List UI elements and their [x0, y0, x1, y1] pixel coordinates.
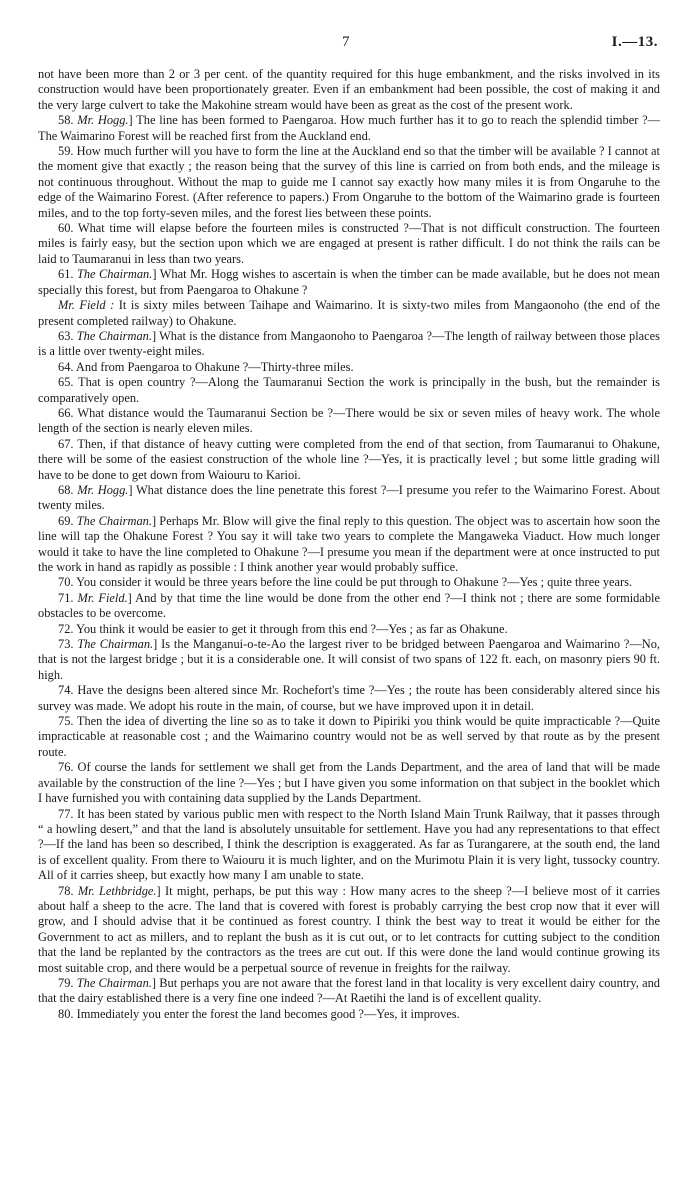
question-number: 64. [58, 359, 74, 374]
question-number: 60. [58, 221, 74, 236]
speaker-name: Mr. Lethbridge. [77, 883, 157, 898]
paragraph-text: Then the idea of diverting the line so as to take it down to Pipiriki you think would be quite impracticable ?—Quite impracticable at reasonable cost ; and the Waimarino country would not be as well served by that route as by the present route. [38, 714, 660, 759]
question-number: 79. [58, 975, 74, 990]
paragraph-text: Have the designs been altered since Mr. Rochefort's time ?—Yes ; the route has been considerably altered since his survey was made. We adopt his route in the main, of course, but we have improved upon it in detail. [38, 683, 660, 713]
question-number: 74. [58, 683, 74, 698]
paragraph-text: ] What distance does the line penetrate this forest ?—I presume you refer to the Waimarino Forest. About twenty miles. [38, 482, 660, 513]
paragraph-text: ] Perhaps Mr. Blow will give the final reply to this question. The object was to ascertain how soon the line will tap the Ohakune Forest ? You say it will take two years to complete the Mangaweka Viaduct. How much longer would it take to have the line completed to Ohakune ?—I presume you mean if the department were at once instructed to put the work in hand as rapidly as possible : I think another year would probably suffice. [38, 513, 660, 574]
paragraph [38, 329, 660, 360]
speaker-name: The Chairman. [76, 267, 153, 282]
paragraph [38, 760, 660, 806]
question-number: 76. [58, 760, 74, 775]
paragraph-text: What distance would the Taumaranui Section be ?—There would be six or seven miles of heavy work. The whole length of the section is nearly eleven miles. [38, 405, 660, 436]
question-number: 58. [58, 113, 74, 128]
question-number: 73. [58, 637, 74, 652]
paragraph [38, 637, 660, 683]
paragraph [38, 360, 660, 375]
paragraph-text: And from Paengaroa to Ohakune ?—Thirty-three miles. [75, 359, 354, 374]
paragraph [38, 1007, 660, 1022]
paragraph-text: That is open country ?—Along the Taumaranui Section the work is principally in the bush, but the remainder is comparatively open. [38, 375, 660, 405]
paragraph [38, 714, 660, 760]
question-number: 65. [58, 375, 74, 390]
paragraph-text: ] The line has been formed to Paengaroa. How much further has it to go to reach the splendid timber ?—The Waimarino Forest will be reached first from the Auckland end. [38, 113, 660, 143]
speaker-name: The Chairman. [76, 975, 152, 990]
paragraph-text: Then, if that distance of heavy cutting were completed from the end of that section, from Taumaranui to Ohakune, there will be some of the easiest construction of the whole line ?—Yes, it is practically level ; but some little grading will have to be done to get down from Waiouru to Karioi. [38, 436, 660, 482]
paragraph-text: It has been stated by various public men with respect to the North Island Main Trunk Railway, that it passes through “ a howling desert,” and that the land is absolutely unsuitable for settlement. Have you had any representations to that effect ?—If the land has been so described, I think the description is exaggerated. As far as Turangarere, at the south end, the land is of excellent quality. From there to Waiouru it is much lighter, and on the Murimotu Plain it is very light, tussocky country. All of it carries sheep, but exactly how many I am unable to state. [38, 806, 660, 883]
paragraph [38, 807, 660, 884]
paragraph-text: ] But perhaps you are not aware that the forest land in that locality is very excellent dairy country, and that the dairy established there is a very fine one indeed ?—At Raetihi the land is of excellent quality. [38, 975, 660, 1006]
question-number: 63. [58, 328, 74, 343]
paragraph [38, 144, 660, 221]
paragraph-text: ] And by that time the line would be done from the other end ?—I think not ; there are some formidable obstacles to be overcome. [38, 590, 660, 621]
page-header [0, 34, 700, 54]
question-number: 69. [58, 513, 74, 528]
question-number: 66. [58, 405, 74, 420]
paragraph [38, 575, 660, 590]
speaker-name: Mr. Field. [77, 590, 128, 605]
paragraph [38, 884, 660, 976]
paragraph [38, 375, 660, 406]
question-number: 80. [58, 1006, 74, 1021]
paragraph-text: What time will elapse before the fourteen miles is constructed ?—That is not difficult construction. The fourteen miles is fairly easy, but the section upon which we are engaged at present is rather difficult. I do not think the rails can be laid to Taumaranui in less than two years. [38, 221, 661, 266]
question-number: 75. [58, 714, 74, 729]
question-number: 59. [58, 144, 74, 159]
paragraph-text: ] It might, perhaps, be put this way : How many acres to the sheep ?—I believe most of it carries about half a sheep to the acre. The land that is covered with forest is probably carrying the best crop now that it ever will grow, and I should advise that it be continued as forest country. I think the best way to treat it would be either for the Government to act as millers, and to replant the bush as it is cut out, or to let contracts for cutting subject to the condition that the land be replanted by the contractors as the trees are cut out. If this were done the land would continue growing its most suitable crop, and there would be a perpetual source of revenue in freights for the railway. [38, 883, 660, 975]
paragraph [38, 683, 660, 714]
page-number: 7 [342, 34, 350, 50]
question-number: 72. [58, 621, 74, 636]
paragraph [38, 221, 660, 267]
question-number: 77. [58, 806, 74, 821]
document-reference: I.—13. [611, 34, 658, 50]
paragraph [38, 514, 660, 576]
question-number: 61. [58, 267, 74, 282]
question-number: 67. [58, 436, 74, 451]
paragraph [38, 483, 660, 514]
paragraph [38, 976, 660, 1007]
speaker-name: Mr. Hogg. [77, 482, 129, 497]
question-number: 68. [58, 482, 74, 497]
speaker-name: The Chairman. [77, 637, 154, 652]
question-number: 78. [58, 883, 74, 898]
speaker-name: Mr. Hogg. [77, 113, 129, 128]
paragraph [38, 406, 660, 437]
paragraph [38, 267, 660, 298]
paragraph-text: Of course the lands for settlement we shall get from the Lands Department, and the area of land that will be made available by the construction of the line ?—Yes ; but I have given you some information on that subject in the booklet which I have furnished you with containing data supplied by the Lands Department. [38, 760, 660, 806]
speaker-name: The Chairman. [76, 513, 152, 528]
paragraph [38, 622, 660, 637]
paragraph-text: You think it would be easier to get it through from this end ?—Yes ; as far as Ohakune. [76, 621, 508, 636]
paragraph [38, 591, 660, 622]
question-number: 70. [58, 575, 74, 590]
paragraph-text: ] What is the distance from Mangaonoho to Paengaroa ?—The length of railway between those places is a little over twenty-eight miles. [38, 328, 660, 359]
speaker-name: Mr. Field : [58, 298, 115, 313]
paragraph-text: ] What Mr. Hogg wishes to ascertain is when the timber can be made available, but he does not mean specially this forest, but from Paengaroa to Ohakune ? [38, 267, 660, 297]
paragraph-text: Immediately you enter the forest the land becomes good ?—Yes, it improves. [76, 1006, 460, 1021]
speaker-name: The Chairman. [76, 328, 152, 343]
paragraph [38, 437, 660, 483]
paragraph [38, 67, 660, 113]
paragraph-text: How much further will you have to form the line at the Auckland end so that the timber will be available ? I cannot at the moment give that exactly ; the reason being that the survey of this line is carried on from both ends, and the mileage is not continuous throughout. Without the map to guide me I cannot say exactly how many miles it is from Ongaruhe to the edge of the Waimarino Forest. (After reference to papers.) From Ongaruhe to the bottom of the Waimarino grade is fourteen miles, and to the top forty-seven miles, and the forest lies between these points. [38, 144, 660, 220]
paragraph-text: ] Is the Manganui-o-te-Ao the largest river to be bridged between Paengaroa and Waimarino ?—No, that is not the largest bridge ; but it is a considerable one. It will consist of two spans of 122 ft. each, on masonry piers 90 ft. high. [38, 637, 660, 682]
paragraph-text: It is sixty miles between Taihape and Waimarino. It is sixty-two miles from Mangaonoho (the end of the present completed railway) to Ohakune. [38, 298, 660, 328]
paragraph-text: You consider it would be three years before the line could be put through to Ohakune ?—Yes ; quite three years. [76, 575, 633, 590]
paragraph-text: not have been more than 2 or 3 per cent. of the quantity required for this huge embankment, and the risks involved in its construction would have been proportionately greater. Even if an embankment had been possible, the cost of making it and the very large culvert to take the Makohine stream would have been as great as the cost of the present work. [38, 67, 660, 112]
body-text [38, 67, 660, 1022]
paragraph [38, 298, 660, 329]
question-number: 71. [58, 590, 74, 605]
paragraph [38, 113, 660, 144]
